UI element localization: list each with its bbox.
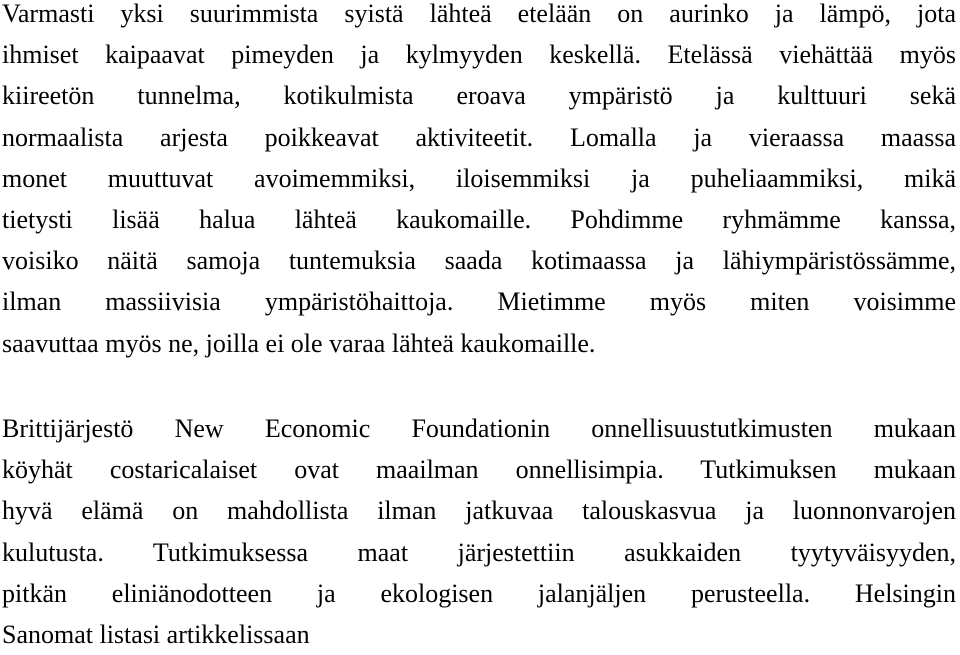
text-line: ilman massiivisia ympäristöhaittoja. Mietimme myös miten voisimme bbox=[2, 287, 956, 317]
paragraph-2 bbox=[2, 408, 956, 655]
text-line: pitkän eliniänodotteen ja ekologisen jalanjäljen perusteella. Helsingin bbox=[2, 578, 956, 608]
text-line: monet muuttuvat avoimemmiksi, iloisemmiksi ja puheliaammiksi, mikä bbox=[2, 163, 956, 193]
text-line: köyhät costaricalaiset ovat maailman onnellisimpia. Tutkimuksen mukaan bbox=[2, 455, 956, 485]
text-line: kulutusta. Tutkimuksessa maat järjestettiin asukkaiden tyytyväisyyden, bbox=[2, 537, 956, 567]
text-line: Sanomat listasi artikkelissaan bbox=[2, 619, 310, 649]
text-line: Brittijärjestö New Economic Foundationin onnellisuustutkimusten mukaan bbox=[2, 414, 956, 443]
paragraph-1 bbox=[2, 0, 956, 364]
text-line: ihmiset kaipaavat pimeyden ja kylmyyden keskellä. Etelässä viehättää myös bbox=[2, 40, 956, 70]
text-line: normaalista arjesta poikkeavat aktiviteetit. Lomalla ja vieraassa maassa bbox=[2, 122, 956, 152]
text-line: saavuttaa myös ne, joilla ei ole varaa lähteä kaukomaille. bbox=[2, 328, 596, 358]
text-line: voisiko näitä samoja tuntemuksia saada kotimaassa ja lähiympäristössämme, bbox=[2, 246, 956, 276]
text-line: tietysti lisää halua lähteä kaukomaille. Pohdimme ryhmämme kanssa, bbox=[2, 204, 956, 234]
text-line: kiireetön tunnelma, kotikulmista eroava ympäristö ja kulttuuri sekä bbox=[2, 81, 956, 111]
text-line: hyvä elämä on mahdollista ilman jatkuvaa talouskasvua ja luonnonvarojen bbox=[2, 496, 956, 526]
text-line: Varmasti yksi suurimmista syistä lähteä etelään on aurinko ja lämpö, jota bbox=[2, 0, 956, 28]
